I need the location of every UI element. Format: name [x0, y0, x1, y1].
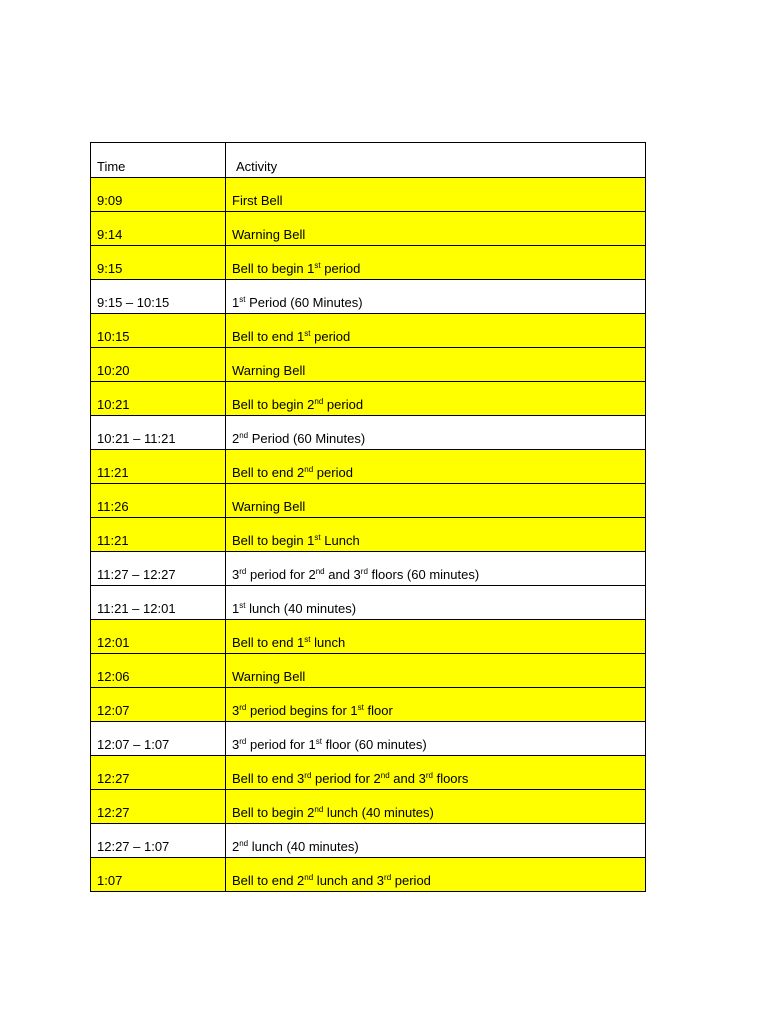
ordinal-suffix: nd	[315, 567, 325, 576]
activity-text: period	[323, 397, 364, 412]
header-time: Time	[91, 143, 226, 178]
activity-text: period for 2	[311, 771, 381, 786]
activity-cell	[226, 858, 646, 892]
table-row	[91, 790, 646, 824]
activity-text: Warning Bell	[232, 227, 306, 242]
activity-text: floors	[432, 771, 469, 786]
ordinal-suffix: rd	[239, 567, 247, 576]
activity-text: 3	[232, 737, 240, 752]
ordinal-suffix: st	[315, 737, 322, 746]
time-cell: 12:07 – 1:07	[91, 722, 226, 756]
ordinal-suffix: nd	[239, 839, 249, 848]
table-row	[91, 280, 646, 314]
activity-text: lunch and 3	[313, 873, 385, 888]
activity-text: 1	[232, 601, 240, 616]
time-cell: 12:01	[91, 620, 226, 654]
activity-text: period for 2	[246, 567, 316, 582]
activity-cell	[226, 212, 646, 246]
activity-cell	[226, 280, 646, 314]
table-row	[91, 518, 646, 552]
ordinal-suffix: nd	[304, 465, 314, 474]
activity-text: floors (60 minutes)	[367, 567, 480, 582]
time-cell: 12:27	[91, 756, 226, 790]
table-row	[91, 212, 646, 246]
activity-text: period for 1	[246, 737, 316, 752]
activity-text: Bell to begin 1	[232, 261, 315, 276]
table-header-row	[91, 143, 646, 178]
activity-cell	[226, 416, 646, 450]
time-cell: 11:27 – 12:27	[91, 552, 226, 586]
activity-text: Bell to end 1	[232, 329, 305, 344]
table-row	[91, 416, 646, 450]
table-row	[91, 484, 646, 518]
time-cell: 9:14	[91, 212, 226, 246]
table-row	[91, 348, 646, 382]
ordinal-suffix: nd	[314, 397, 324, 406]
activity-text: Warning Bell	[232, 363, 306, 378]
activity-text: and 3	[389, 771, 426, 786]
activity-text: Warning Bell	[232, 669, 306, 684]
time-cell: 12:07	[91, 688, 226, 722]
activity-text: and 3	[324, 567, 361, 582]
activity-text: Warning Bell	[232, 499, 306, 514]
table-row	[91, 586, 646, 620]
ordinal-suffix: rd	[304, 771, 312, 780]
table-row	[91, 858, 646, 892]
activity-cell	[226, 586, 646, 620]
activity-text: period begins for 1	[246, 703, 358, 718]
activity-cell	[226, 654, 646, 688]
time-cell: 12:27 – 1:07	[91, 824, 226, 858]
time-cell: 10:15	[91, 314, 226, 348]
header-activity: Activity	[226, 143, 646, 178]
table-row	[91, 824, 646, 858]
activity-text: lunch	[310, 635, 346, 650]
activity-text: Bell to end 2	[232, 873, 305, 888]
ordinal-suffix: nd	[314, 805, 324, 814]
time-cell: 11:21	[91, 518, 226, 552]
ordinal-suffix: st	[357, 703, 364, 712]
ordinal-suffix: st	[239, 295, 246, 304]
activity-text: 2	[232, 839, 240, 854]
activity-cell	[226, 484, 646, 518]
activity-cell	[226, 756, 646, 790]
activity-text: floor	[363, 703, 393, 718]
table-row	[91, 722, 646, 756]
activity-cell	[226, 382, 646, 416]
activity-cell	[226, 824, 646, 858]
time-cell: 1:07	[91, 858, 226, 892]
time-cell: 11:21	[91, 450, 226, 484]
activity-text: 1	[232, 295, 240, 310]
activity-text: 3	[232, 703, 240, 718]
activity-text: Period (60 Minutes)	[248, 431, 366, 446]
ordinal-suffix: rd	[239, 703, 247, 712]
activity-text: Period (60 Minutes)	[245, 295, 363, 310]
table-row	[91, 620, 646, 654]
activity-text: Bell to end 1	[232, 635, 305, 650]
time-cell: 10:21	[91, 382, 226, 416]
activity-text: lunch (40 minutes)	[245, 601, 357, 616]
ordinal-suffix: st	[304, 329, 311, 338]
activity-text: Bell to end 3	[232, 771, 305, 786]
ordinal-suffix: st	[239, 601, 246, 610]
activity-text: Bell to end 2	[232, 465, 305, 480]
ordinal-suffix: st	[314, 533, 321, 542]
ordinal-suffix: rd	[360, 567, 368, 576]
activity-cell	[226, 688, 646, 722]
activity-text: period	[310, 329, 351, 344]
activity-text: First Bell	[232, 193, 283, 208]
time-cell: 12:06	[91, 654, 226, 688]
table-row	[91, 382, 646, 416]
activity-cell	[226, 552, 646, 586]
activity-text: Bell to begin 2	[232, 805, 315, 820]
time-cell: 11:21 – 12:01	[91, 586, 226, 620]
activity-cell	[226, 246, 646, 280]
activity-text: 2	[232, 431, 240, 446]
activity-cell	[226, 722, 646, 756]
activity-cell	[226, 620, 646, 654]
table-row	[91, 246, 646, 280]
ordinal-suffix: rd	[425, 771, 433, 780]
time-cell: 9:15	[91, 246, 226, 280]
time-cell: 12:27	[91, 790, 226, 824]
activity-cell	[226, 178, 646, 212]
activity-text: lunch (40 minutes)	[248, 839, 359, 854]
table-row	[91, 756, 646, 790]
ordinal-suffix: nd	[304, 873, 314, 882]
activity-text: floor (60 minutes)	[321, 737, 427, 752]
activity-text: Lunch	[320, 533, 360, 548]
schedule-body	[91, 143, 646, 892]
time-cell: 9:09	[91, 178, 226, 212]
table-row	[91, 450, 646, 484]
table-row	[91, 178, 646, 212]
activity-cell	[226, 314, 646, 348]
ordinal-suffix: rd	[384, 873, 392, 882]
activity-text: 3	[232, 567, 240, 582]
time-cell: 10:21 – 11:21	[91, 416, 226, 450]
activity-text: period	[391, 873, 431, 888]
activity-text: period	[320, 261, 361, 276]
activity-text: Bell to begin 2	[232, 397, 315, 412]
time-cell: 9:15 – 10:15	[91, 280, 226, 314]
activity-cell	[226, 348, 646, 382]
ordinal-suffix: st	[304, 635, 311, 644]
ordinal-suffix: st	[314, 261, 321, 270]
ordinal-suffix: rd	[239, 737, 247, 746]
table-row	[91, 314, 646, 348]
ordinal-suffix: nd	[380, 771, 390, 780]
bell-schedule-table	[90, 142, 646, 892]
time-cell: 11:26	[91, 484, 226, 518]
activity-text: period	[313, 465, 353, 480]
activity-text: Bell to begin 1	[232, 533, 315, 548]
table-row	[91, 654, 646, 688]
ordinal-suffix: nd	[239, 431, 249, 440]
table-row	[91, 688, 646, 722]
activity-text: lunch (40 minutes)	[323, 805, 434, 820]
table-row	[91, 552, 646, 586]
activity-cell	[226, 450, 646, 484]
time-cell: 10:20	[91, 348, 226, 382]
activity-cell	[226, 790, 646, 824]
activity-cell	[226, 518, 646, 552]
